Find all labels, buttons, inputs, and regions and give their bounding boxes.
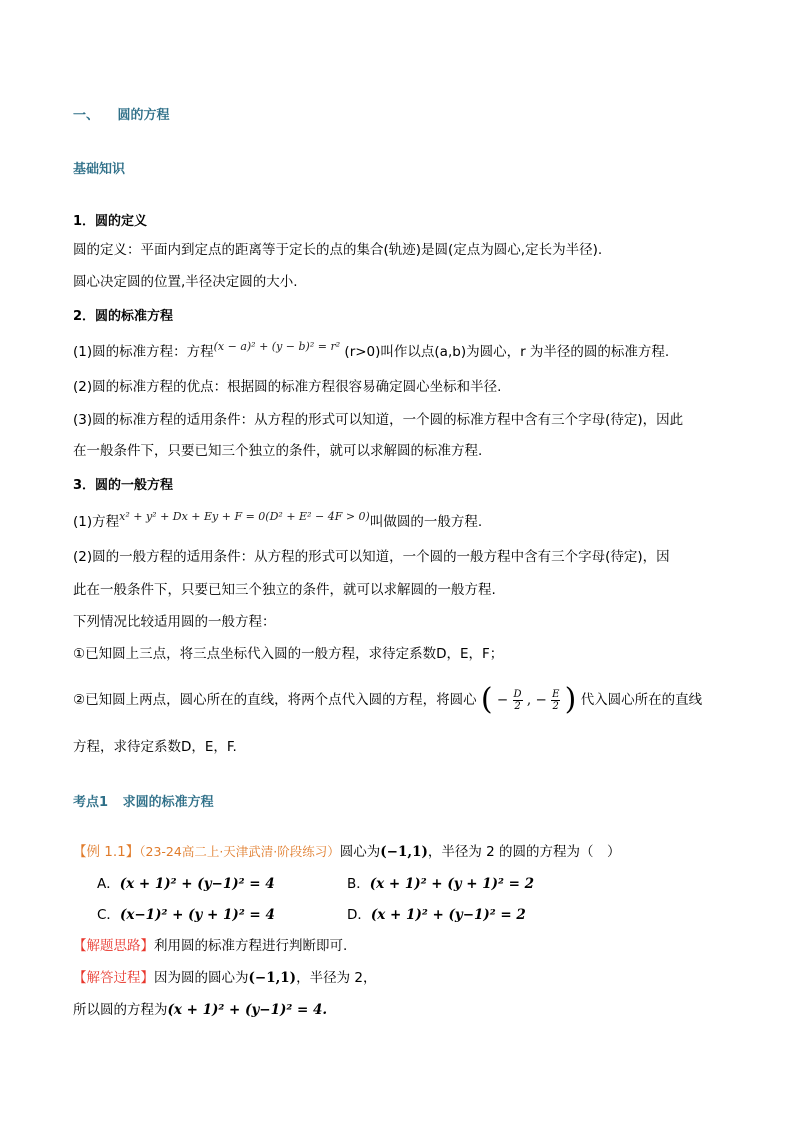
example-tag: 【例 1.1】 [73, 844, 140, 860]
option-d-label: D． [347, 907, 371, 923]
option-c[interactable] [97, 905, 275, 925]
option-b-formula: (x + 1)² + (y + 1)² = 2 [369, 876, 535, 892]
option-c-formula: (x−1)² + (y + 1)² = 4 [119, 907, 275, 923]
s3-intro: 下列情况比较适用圆的一般方程： [73, 614, 276, 630]
solution-process [73, 968, 376, 988]
example-source: （23-24高二上·天津武清·阶段练习） [139, 844, 340, 859]
s3-item1-post: 叫做圆的一般方程. [369, 514, 483, 530]
kaodian-label: 考点1 [73, 795, 109, 810]
left-paren: ( [480, 682, 493, 717]
s1-line1: 圆的定义：平面内到定点的距离等于定长的点的集合(轨迹)是圆(定点为圆心,定长为半径). [73, 242, 603, 258]
s3-case2-pre: ②已知圆上两点，圆心所在的直线，将两个点代入圆的方程，将圆心 [73, 692, 477, 708]
solution-process-b: ，半径为 2， [296, 970, 377, 986]
right-paren: ) [564, 682, 577, 717]
s3-case2-post: 代入圆心所在的直线 [580, 692, 703, 708]
section-heading [73, 104, 170, 123]
option-a-label: A． [97, 876, 120, 892]
s2-item3-line1: (3)圆的标准方程的适用条件：从方程的形式可以知道，一个圆的标准方程中含有三个字母(待定)，因此 [73, 412, 684, 428]
center-y-fraction: $\frac{E}{2}$ [552, 688, 560, 712]
example-stem-b: ，半径为 2 的圆的方程为（ ） [427, 844, 621, 860]
s3-item2-line1: (2)圆的一般方程的适用条件：从方程的形式可以知道，一个圆的一般方程中含有三个字母(待定)，因 [73, 549, 670, 565]
s3-item1-pre: (1)方程 [73, 514, 120, 530]
general-equation-formula: x² + y² + Dx + Ey + F = 0(D² + E² − 4F > 0) [119, 510, 370, 523]
option-d-formula: (x + 1)² + (y−1)² = 2 [370, 907, 526, 923]
s3-case2-line2: 方程，求待定系数D，E，F. [73, 739, 237, 755]
s3-case2-line1: ②已知圆上两点，圆心所在的直线，将两个点代入圆的方程，将圆心 ( − $\frac{D}{2}$ , − $\frac{E}{2}$ ) 代入圆心所在的直线 [73, 682, 703, 717]
solution-process-tag: 【解答过程】 [73, 970, 154, 986]
s3-title: 3．圆的一般方程 [73, 478, 174, 493]
s2-title: 2．圆的标准方程 [73, 309, 174, 324]
solution-idea-text: 利用圆的标准方程进行判断即可. [154, 938, 348, 954]
s2-item1 [73, 342, 669, 363]
example-stem-a: 圆心为 [339, 844, 381, 860]
s1-line2: 圆心决定圆的位置,半径决定圆的大小. [73, 274, 298, 290]
option-a[interactable] [97, 874, 275, 894]
center-x-fraction: $\frac{D}{2}$ [513, 688, 522, 712]
solution-conclusion-formula: (x + 1)² + (y−1)² = 4. [167, 1002, 328, 1018]
option-b-label: B． [347, 876, 370, 892]
s1-title: 1．圆的定义 [73, 214, 148, 229]
section-number: 一、 [73, 108, 100, 123]
s2-item1-pre: (1)圆的标准方程：方程 [73, 344, 214, 360]
s3-item1 [73, 512, 482, 533]
solution-idea [73, 936, 347, 956]
example-center: (−1,1) [380, 844, 428, 860]
option-c-label: C． [97, 907, 120, 923]
solution-idea-tag: 【解题思路】 [73, 938, 154, 954]
standard-equation-formula: (x − a)² + (y − b)² = r² [213, 340, 341, 353]
s2-item3-line2: 在一般条件下，只要已知三个独立的条件，就可以求解圆的标准方程. [73, 443, 483, 459]
option-a-formula: (x + 1)² + (y−1)² = 4 [119, 876, 275, 892]
s2-item1-post: (r>0)叫作以点(a,b)为圆心，r 为半径的圆的标准方程. [340, 344, 670, 360]
option-d[interactable] [347, 905, 526, 925]
solution-conclusion-pre: 所以圆的方程为 [73, 1002, 168, 1018]
solution-process-a: 因为圆的圆心为 [154, 970, 249, 986]
solution-center: (−1,1) [248, 970, 297, 986]
section-title: 圆的方程 [117, 108, 170, 123]
example-stem [73, 842, 621, 862]
s2-item2: (2)圆的标准方程的优点：根据圆的标准方程很容易确定圆心坐标和半径. [73, 379, 502, 395]
solution-conclusion [73, 1000, 327, 1020]
s3-case1: ①已知圆上三点，将三点坐标代入圆的一般方程，求待定系数D，E，F； [73, 646, 504, 662]
kaodian-heading [73, 791, 214, 810]
basic-knowledge-title: 基础知识 [73, 162, 126, 177]
s3-item2-line2: 此在一般条件下，只要已知三个独立的条件，就可以求解圆的一般方程. [73, 582, 496, 598]
kaodian-title: 求圆的标准方程 [122, 795, 214, 810]
option-b[interactable] [347, 874, 534, 894]
